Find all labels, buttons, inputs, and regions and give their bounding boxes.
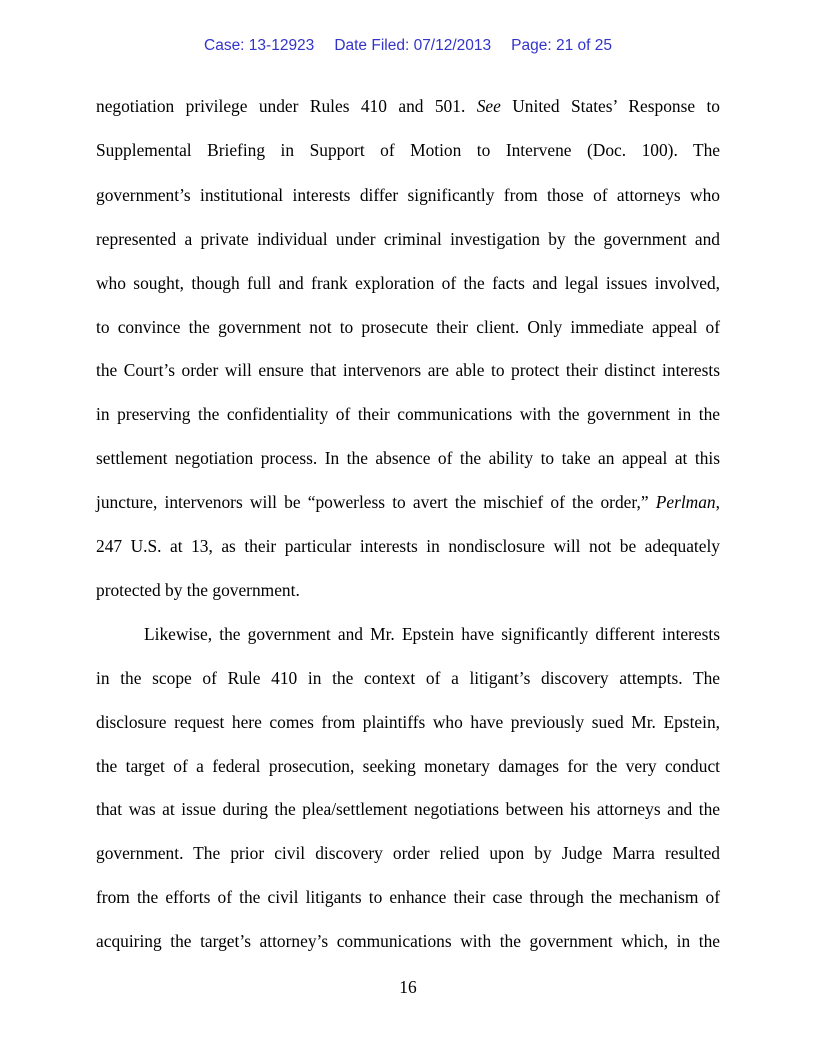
- paragraph-2-line-8: acquiring the target’s attorney’s communications with the government which, in the: [96, 931, 720, 951]
- paragraph-2-line-7: from the efforts of the civil litigants to enhance their case through the mechanism of: [96, 887, 720, 907]
- paragraph-1-line-11: 247 U.S. at 13, as their particular interests in nondisclosure will not be adequately: [96, 536, 720, 556]
- paragraph-2-line-3: disclosure request here comes from plaintiffs who have previously sued Mr. Epstein,: [96, 712, 720, 732]
- case-header: [0, 37, 816, 55]
- paragraph-1-line-2: Supplemental Briefing in Support of Motion to Intervene (Doc. 100). The: [96, 140, 720, 160]
- paragraph-1-line-7: the Court’s order will ensure that intervenors are able to protect their distinct interests: [96, 360, 720, 380]
- date-filed: Date Filed: 07/12/2013: [334, 37, 492, 54]
- paragraph-1-line-3: government’s institutional interests differ significantly from those of attorneys who: [96, 185, 720, 205]
- paragraph-2-line-2: in the scope of Rule 410 in the context of a litigant’s discovery attempts. The: [96, 668, 720, 688]
- page-indicator: Page: 21 of 25: [511, 37, 612, 54]
- paragraph-1-line-6: to convince the government not to prosecute their client. Only immediate appeal of: [96, 317, 720, 337]
- paragraph-2-line-6: government. The prior civil discovery order relied upon by Judge Marra resulted: [96, 843, 720, 863]
- paragraph-2-line-5: that was at issue during the plea/settlement negotiations between his attorneys and the: [96, 799, 720, 819]
- paragraph-1-line-1: negotiation privilege under Rules 410 and 501. See United States’ Response to: [96, 96, 721, 116]
- paragraph-1-line-4: represented a private individual under criminal investigation by the government and: [96, 229, 720, 249]
- page-number: 16: [399, 977, 417, 997]
- paragraph-1-line-8: in preserving the confidentiality of their communications with the government in the: [96, 404, 720, 424]
- paragraph-1-line-10: juncture, intervenors will be “powerless to avert the mischief of the order,” Perlman,: [96, 492, 720, 512]
- paragraph-1-line-5: who sought, though full and frank exploration of the facts and legal issues involved,: [96, 273, 720, 293]
- case-number: Case: 13-12923: [204, 37, 315, 54]
- paragraph-1-line-12: protected by the government.: [96, 580, 300, 600]
- paragraph-2-line-1: Likewise, the government and Mr. Epstein have significantly different interests: [144, 624, 720, 644]
- paragraph-2-line-4: the target of a federal prosecution, seeking monetary damages for the very conduct: [96, 756, 720, 776]
- paragraph-1-line-9: settlement negotiation process. In the absence of the ability to take an appeal at this: [96, 448, 720, 468]
